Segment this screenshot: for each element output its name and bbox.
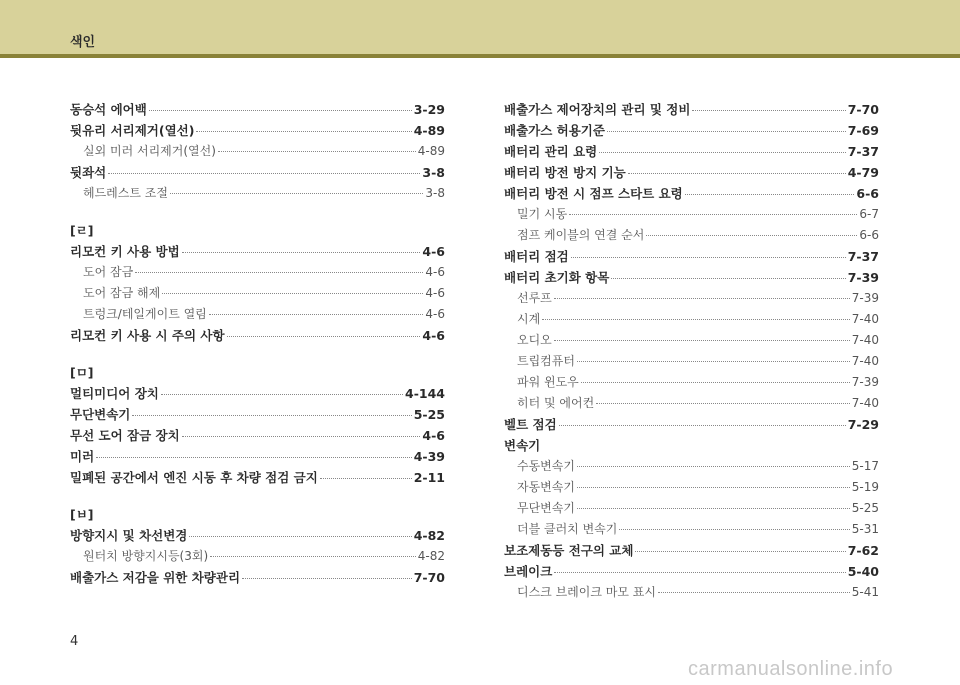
index-entry [70, 163, 445, 184]
dot-leader [182, 436, 421, 437]
entry-label: 동승석 에어백 [70, 102, 147, 117]
dot-leader [577, 487, 850, 488]
entry-label: 디스크 브레이크 마모 표시 [517, 585, 656, 599]
entry-label: 시계 [517, 312, 541, 326]
entry-label: 보조제동등 전구의 교체 [504, 543, 634, 558]
entry-page: 4-6 [425, 286, 445, 300]
index-entry [504, 100, 879, 121]
index-subentry [504, 205, 879, 226]
dot-leader [189, 536, 411, 537]
entry-label: 무선 도어 잠금 장치 [70, 428, 180, 443]
entry-page: 7-39 [851, 375, 879, 389]
entry-label: 벨트 점검 [504, 417, 557, 432]
index-entry [504, 562, 879, 583]
entry-label: 브레이크 [504, 564, 553, 579]
dot-leader [635, 551, 845, 552]
index-column-right [504, 100, 879, 604]
entry-page: 4-6 [422, 328, 445, 343]
entry-page: 4-89 [413, 123, 445, 138]
entry-label: 배터리 관리 요령 [504, 144, 598, 159]
entry-label: 무단변속기 [70, 407, 131, 422]
entry-label: 배출가스 저감을 위한 차량관리 [70, 570, 241, 585]
dot-leader [577, 361, 850, 362]
entry-label: 선루프 [517, 291, 552, 305]
index-entry [70, 326, 445, 347]
dot-leader [209, 314, 424, 315]
index-entry [504, 163, 879, 184]
entry-page: 7-40 [851, 312, 879, 326]
dot-leader [218, 151, 416, 152]
index-subentry [504, 520, 879, 541]
section-heading: [ㅁ] [70, 365, 94, 380]
entry-label: 파워 윈도우 [517, 375, 579, 389]
dot-leader [569, 214, 857, 215]
index-subentry [504, 373, 879, 394]
header-rule [0, 54, 960, 58]
index-entry [504, 121, 879, 142]
index-entry [70, 121, 445, 142]
dot-leader [182, 252, 421, 253]
entry-label: 배터리 방전 시 점프 스타트 요령 [504, 186, 683, 201]
index-entry [70, 242, 445, 263]
index-subentry [504, 310, 879, 331]
dot-leader [96, 457, 412, 458]
page-title: 색인 [70, 35, 96, 50]
entry-page: 7-39 [847, 270, 879, 285]
entry-page: 7-40 [851, 396, 879, 410]
index-entry [504, 415, 879, 436]
entry-page: 7-62 [847, 543, 879, 558]
index-entry [504, 541, 879, 562]
entry-page: 4-144 [405, 386, 445, 401]
entry-label: 배터리 초기화 항목 [504, 270, 610, 285]
entry-page: 3-29 [413, 102, 445, 117]
entry-page: 5-31 [851, 522, 879, 536]
dot-leader [577, 508, 850, 509]
entry-page: 3-8 [425, 186, 445, 200]
index-entry [504, 268, 879, 289]
dot-leader [628, 173, 846, 174]
dot-leader [646, 235, 857, 236]
index-subentry [504, 352, 879, 373]
entry-label: 오디오 [517, 333, 552, 347]
entry-label: 뒷좌석 [70, 165, 107, 180]
entry-page: 5-40 [847, 564, 879, 579]
dot-leader [542, 319, 850, 320]
entry-page: 4-6 [425, 307, 445, 321]
entry-label: 배출가스 제어장치의 관리 및 정비 [504, 102, 691, 117]
dot-leader [619, 529, 849, 530]
dot-leader [170, 193, 423, 194]
dot-leader [596, 403, 850, 404]
entry-label: 트렁크/테일게이트 열림 [83, 307, 207, 321]
index-column-left [70, 100, 445, 589]
index-subentry [70, 184, 445, 205]
entry-label: 리모컨 키 사용 방법 [70, 244, 180, 259]
index-entry [504, 142, 879, 163]
dot-leader [658, 592, 850, 593]
index-entry [70, 526, 445, 547]
entry-page: 7-37 [847, 249, 879, 264]
dot-leader [135, 272, 423, 273]
index-subentry [70, 305, 445, 326]
dot-leader [242, 578, 412, 579]
entry-page: 5-25 [413, 407, 445, 422]
entry-page: 4-89 [417, 144, 445, 158]
entry-page: 5-19 [851, 480, 879, 494]
entry-label: 자동변속기 [517, 480, 575, 494]
entry-page: 5-25 [851, 501, 879, 515]
header-band [0, 0, 960, 54]
index-subentry [70, 142, 445, 163]
index-subentry [504, 394, 879, 415]
entry-label: 원터치 방향지시등(3회) [83, 549, 209, 563]
index-subentry [504, 583, 879, 604]
entry-label: 뒷유리 서리제거(열선) [70, 123, 195, 138]
index-subentry [70, 284, 445, 305]
dot-leader [132, 415, 411, 416]
entry-label: 헤드레스트 조절 [83, 186, 168, 200]
index-subentry [504, 331, 879, 352]
dot-leader [692, 110, 845, 111]
entry-page: 2-11 [413, 470, 445, 485]
entry-page: 5-41 [851, 585, 879, 599]
dot-leader [554, 572, 845, 573]
dot-leader [607, 131, 846, 132]
index-entry [70, 384, 445, 405]
dot-leader [685, 194, 855, 195]
index-entry [70, 468, 445, 489]
dot-leader [599, 152, 845, 153]
index-subentry [504, 499, 879, 520]
section-heading: [ㅂ] [70, 507, 94, 522]
entry-label: 더블 클러치 변속기 [517, 522, 618, 536]
index-entry [70, 405, 445, 426]
entry-label: 수동변속기 [517, 459, 575, 473]
entry-page: 4-79 [847, 165, 879, 180]
index-subentry [504, 226, 879, 247]
index-subentry [504, 457, 879, 478]
entry-page: 4-39 [413, 449, 445, 464]
entry-label: 히터 및 에어컨 [517, 396, 595, 410]
dot-leader [196, 131, 411, 132]
entry-label: 멀티미디어 장치 [70, 386, 159, 401]
entry-page: 7-40 [851, 333, 879, 347]
entry-label: 트립컴퓨터 [517, 354, 575, 368]
entry-label: 배터리 점검 [504, 249, 569, 264]
entry-page: 5-17 [851, 459, 879, 473]
dot-leader [581, 382, 850, 383]
entry-label: 도어 잠금 해제 [83, 286, 161, 300]
index-entry [504, 247, 879, 268]
entry-label: 실외 미러 서리제거(열선) [83, 144, 216, 158]
index-entry [70, 568, 445, 589]
entry-page: 6-7 [859, 207, 879, 221]
entry-page: 7-39 [851, 291, 879, 305]
dot-leader [577, 466, 850, 467]
entry-label: 미러 [70, 449, 95, 464]
entry-page: 7-37 [847, 144, 879, 159]
index-heading: 변속기 [504, 438, 541, 453]
dot-leader [571, 257, 846, 258]
index-entry [70, 447, 445, 468]
dot-leader [149, 110, 412, 111]
index-entry [70, 100, 445, 121]
entry-label: 리모컨 키 사용 시 주의 사항 [70, 328, 225, 343]
entry-label: 무단변속기 [517, 501, 575, 515]
entry-page: 7-29 [847, 417, 879, 432]
index-subentry [504, 289, 879, 310]
index-entry [70, 426, 445, 447]
entry-page: 6-6 [859, 228, 879, 242]
index-entry [504, 184, 879, 205]
entry-label: 밀기 시동 [517, 207, 568, 221]
dot-leader [108, 173, 420, 174]
dot-leader [554, 340, 850, 341]
index-subentry [70, 263, 445, 284]
entry-page: 4-82 [413, 528, 445, 543]
entry-page: 4-82 [417, 549, 445, 563]
watermark: carmanualsonline.info [688, 658, 894, 680]
dot-leader [227, 336, 421, 337]
entry-label: 밀폐된 공간에서 엔진 시동 후 차량 점검 금지 [70, 470, 318, 485]
entry-page: 7-69 [847, 123, 879, 138]
entry-label: 도어 잠금 [83, 265, 134, 279]
index-subentry [504, 478, 879, 499]
entry-page: 4-6 [422, 428, 445, 443]
dot-leader [559, 425, 846, 426]
entry-page: 7-40 [851, 354, 879, 368]
entry-page: 7-70 [847, 102, 879, 117]
entry-label: 배출가스 허용기준 [504, 123, 605, 138]
entry-label: 점프 케이블의 연결 순서 [517, 228, 645, 242]
dot-leader [161, 394, 403, 395]
entry-label: 배터리 방전 방지 기능 [504, 165, 626, 180]
entry-page: 6-6 [856, 186, 879, 201]
entry-page: 7-70 [413, 570, 445, 585]
entry-page: 4-6 [425, 265, 445, 279]
entry-page: 4-6 [422, 244, 445, 259]
page-number: 4 [70, 634, 79, 649]
dot-leader [162, 293, 423, 294]
section-heading: [ㄹ] [70, 223, 94, 238]
dot-leader [320, 478, 412, 479]
entry-page: 3-8 [422, 165, 445, 180]
dot-leader [611, 278, 845, 279]
index-subentry [70, 547, 445, 568]
entry-label: 방향지시 및 차선변경 [70, 528, 188, 543]
dot-leader [210, 556, 416, 557]
dot-leader [554, 298, 850, 299]
